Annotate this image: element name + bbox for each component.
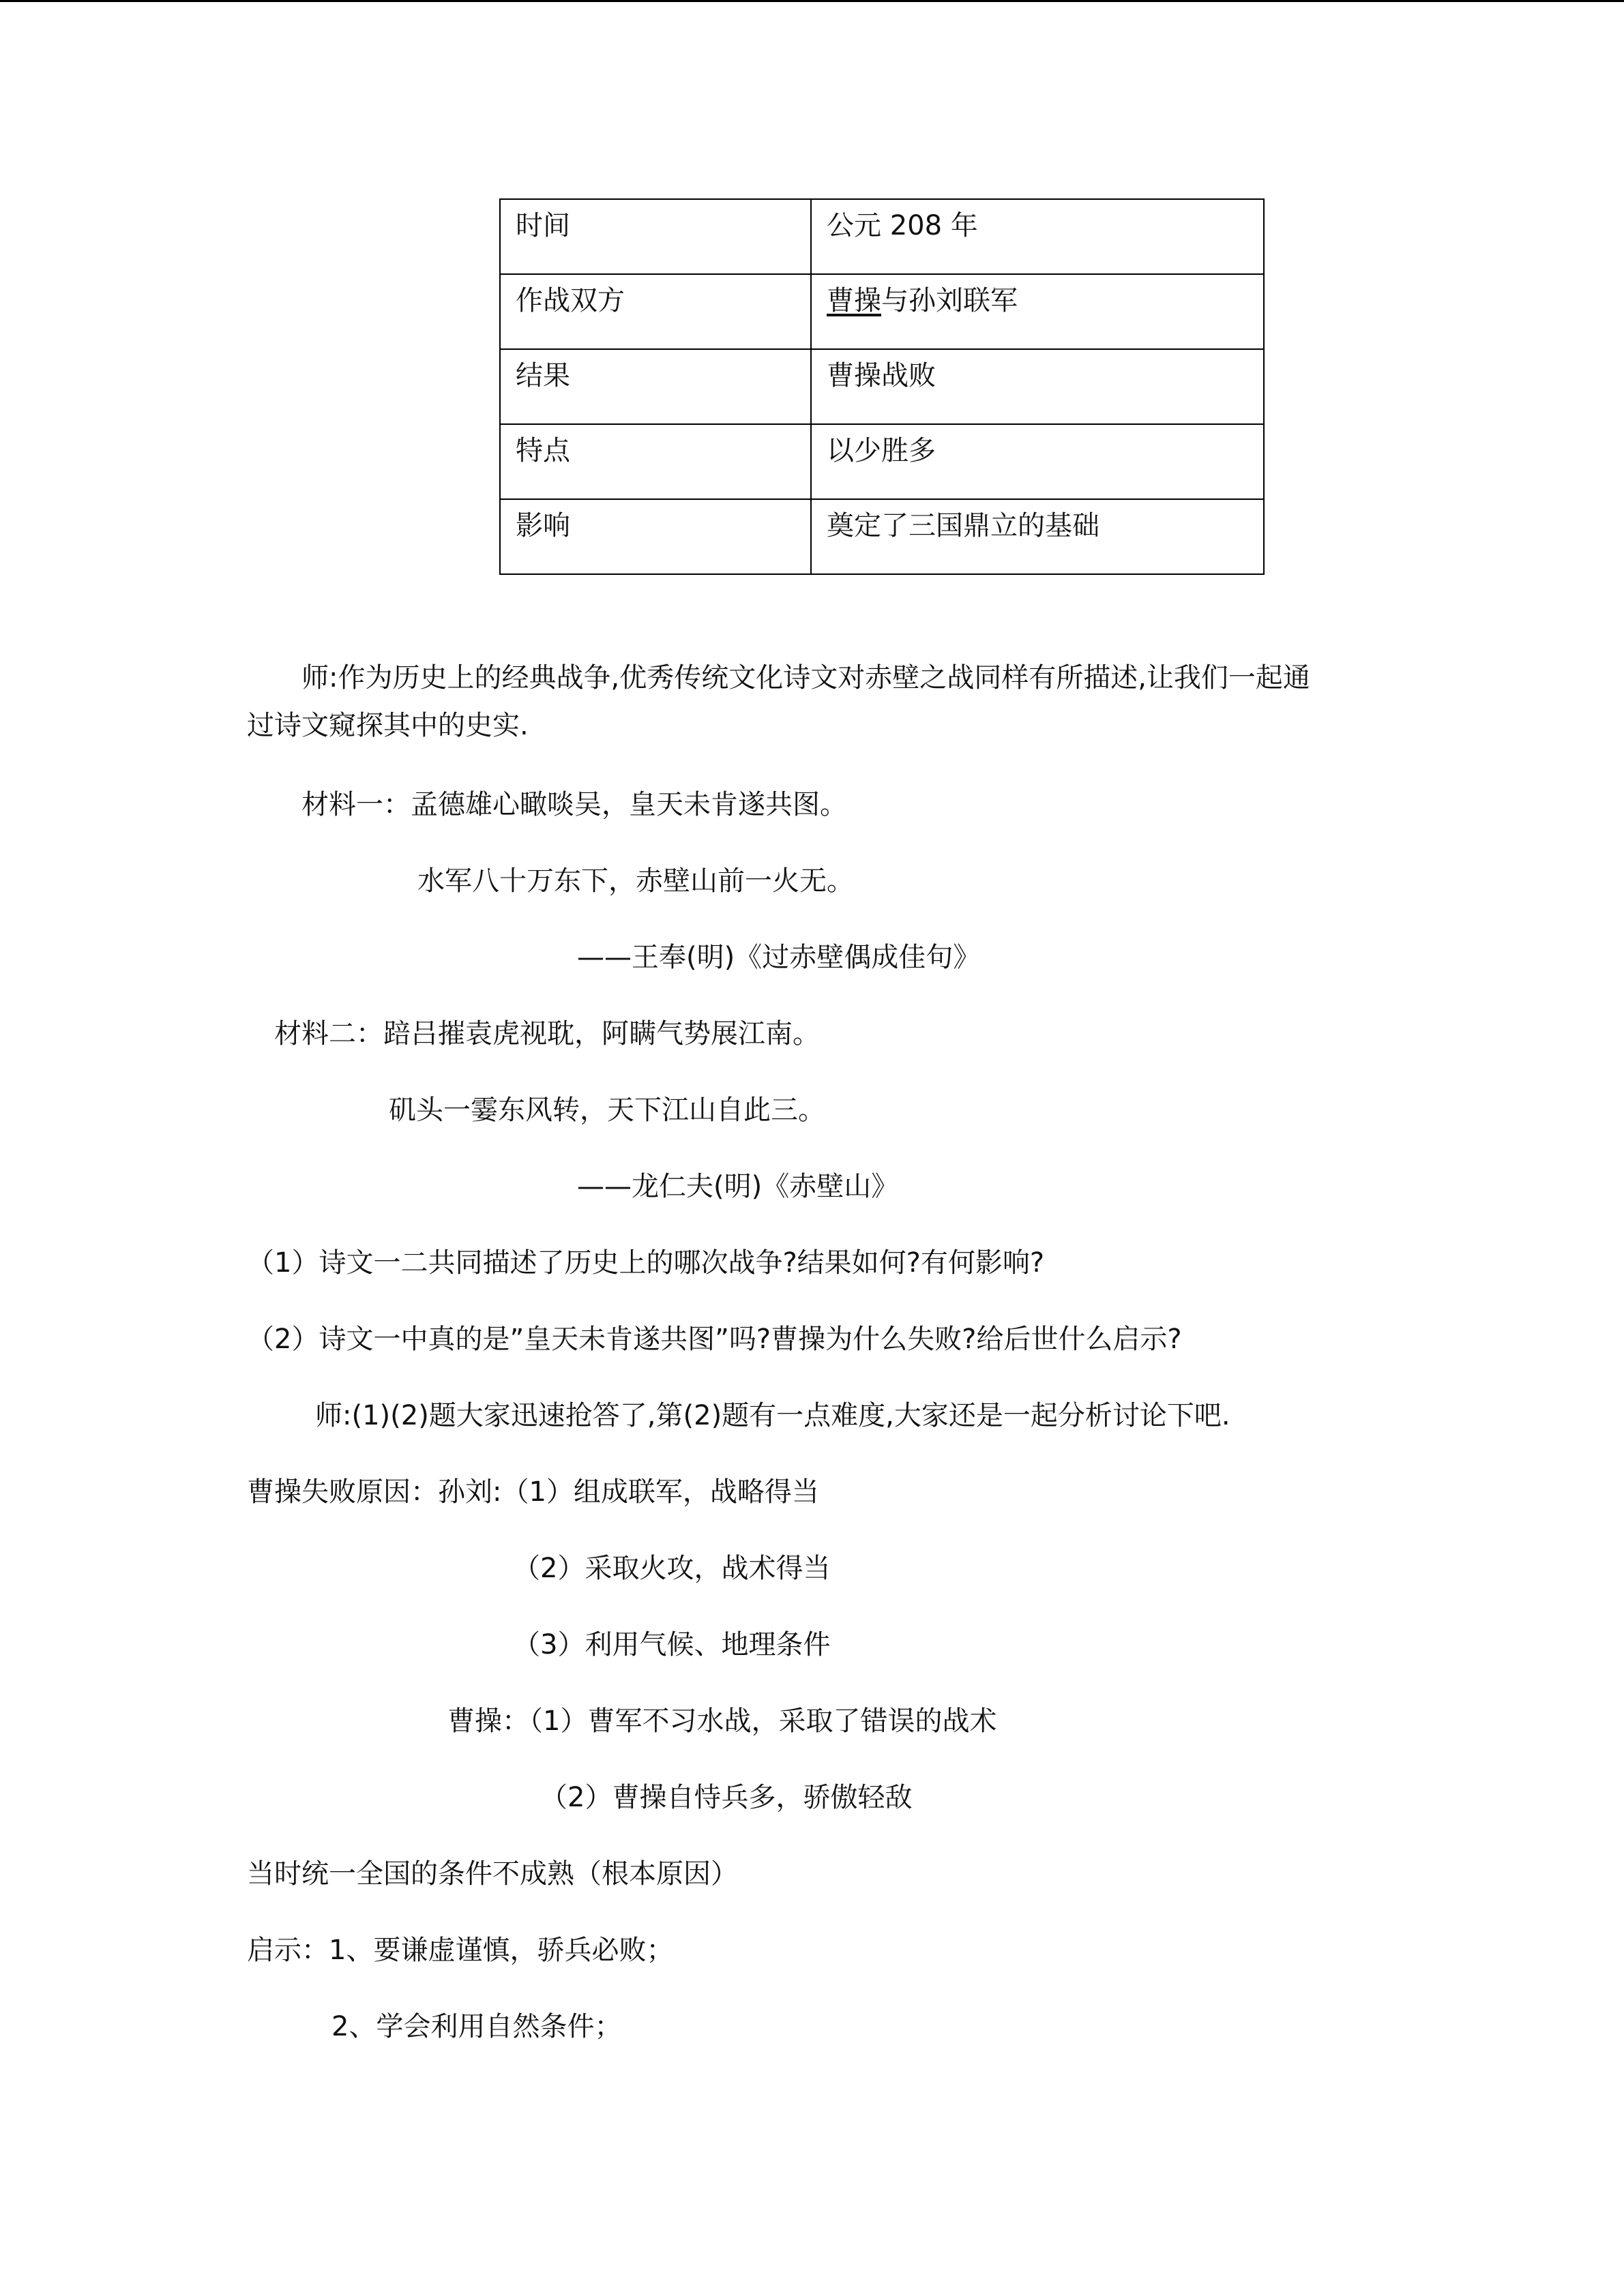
table-cell-value: 公元 208 年: [811, 199, 1264, 274]
teacher-intro-line-1: 师:作为历史上的经典战争,优秀传统文化诗文对赤壁之战同样有所描述,让我们一起通: [301, 662, 1310, 694]
material-one-line-2: 水军八十万东下，赤壁山前一火无。: [417, 865, 854, 897]
failure-reason-sunliu-3: （3）利用气候、地理条件: [513, 1629, 831, 1660]
table-row: [500, 424, 1264, 499]
table-cell-value: 曹操战败: [811, 349, 1264, 424]
table-cell-label: 影响: [500, 499, 811, 574]
question-two: （2）诗文一中真的是”皇天未肯遂共图”吗?曹操为什么失败?给后世什么启示?: [247, 1324, 1182, 1355]
root-cause: 当时统一全国的条件不成熟（根本原因）: [247, 1858, 738, 1890]
failure-reason-caocao-2: （2）曹操自恃兵多，骄傲轻敌: [540, 1782, 913, 1813]
table-cell-label: 作战双方: [500, 274, 811, 349]
table-cell-value: 以少胜多: [811, 424, 1264, 499]
battle-info-table: [499, 198, 1265, 575]
table-row: [500, 499, 1264, 574]
teacher-intro-line-2: 过诗文窥探其中的史实.: [247, 710, 529, 741]
underlined-name: 曹操: [827, 285, 881, 316]
table-cell-label: 特点: [500, 424, 811, 499]
table-cell-value-rest: 与孙刘联军: [881, 285, 1018, 316]
material-one-line-1: 材料一：孟德雄心瞰啖吴，皇天未肯遂共图。: [301, 789, 847, 820]
table-cell-value: 奠定了三国鼎立的基础: [811, 499, 1264, 574]
failure-reason-sunliu-2: （2）采取火攻，战术得当: [513, 1553, 831, 1584]
question-one: （1）诗文一二共同描述了历史上的哪次战争?结果如何?有何影响?: [247, 1247, 1045, 1279]
lesson-one: 启示：1、要谦虚谨慎，骄兵必败；: [247, 1935, 674, 1966]
failure-reason-title: 曹操失败原因：孙刘:（1）组成联军，战略得当: [247, 1476, 819, 1508]
teacher-discussion: 师:(1)(2)题大家迅速抢答了,第(2)题有一点难度,大家还是一起分析讨论下吧.: [315, 1400, 1230, 1431]
table-cell-value: [811, 274, 1264, 349]
material-two-line-1: 材料二：踣吕摧袁虎视耽，阿瞒气势展江南。: [274, 1018, 820, 1049]
material-two-line-2: 矶头一霎东风转，天下江山自此三。: [389, 1094, 825, 1126]
failure-reason-caocao-1: 曹操：（1）曹军不习水战，采取了错误的战术: [447, 1705, 997, 1737]
material-two-source: ——龙仁夫(明)《赤壁山》: [577, 1171, 899, 1202]
table-cell-label: 时间: [500, 199, 811, 274]
material-one-source: ——王奉(明)《过赤壁偶成佳句》: [577, 942, 981, 973]
table-cell-label: 结果: [500, 349, 811, 424]
table-row: [500, 199, 1264, 274]
table-row: [500, 274, 1264, 349]
lesson-two: 2、学会利用自然条件；: [331, 2011, 622, 2042]
table-row: [500, 349, 1264, 424]
